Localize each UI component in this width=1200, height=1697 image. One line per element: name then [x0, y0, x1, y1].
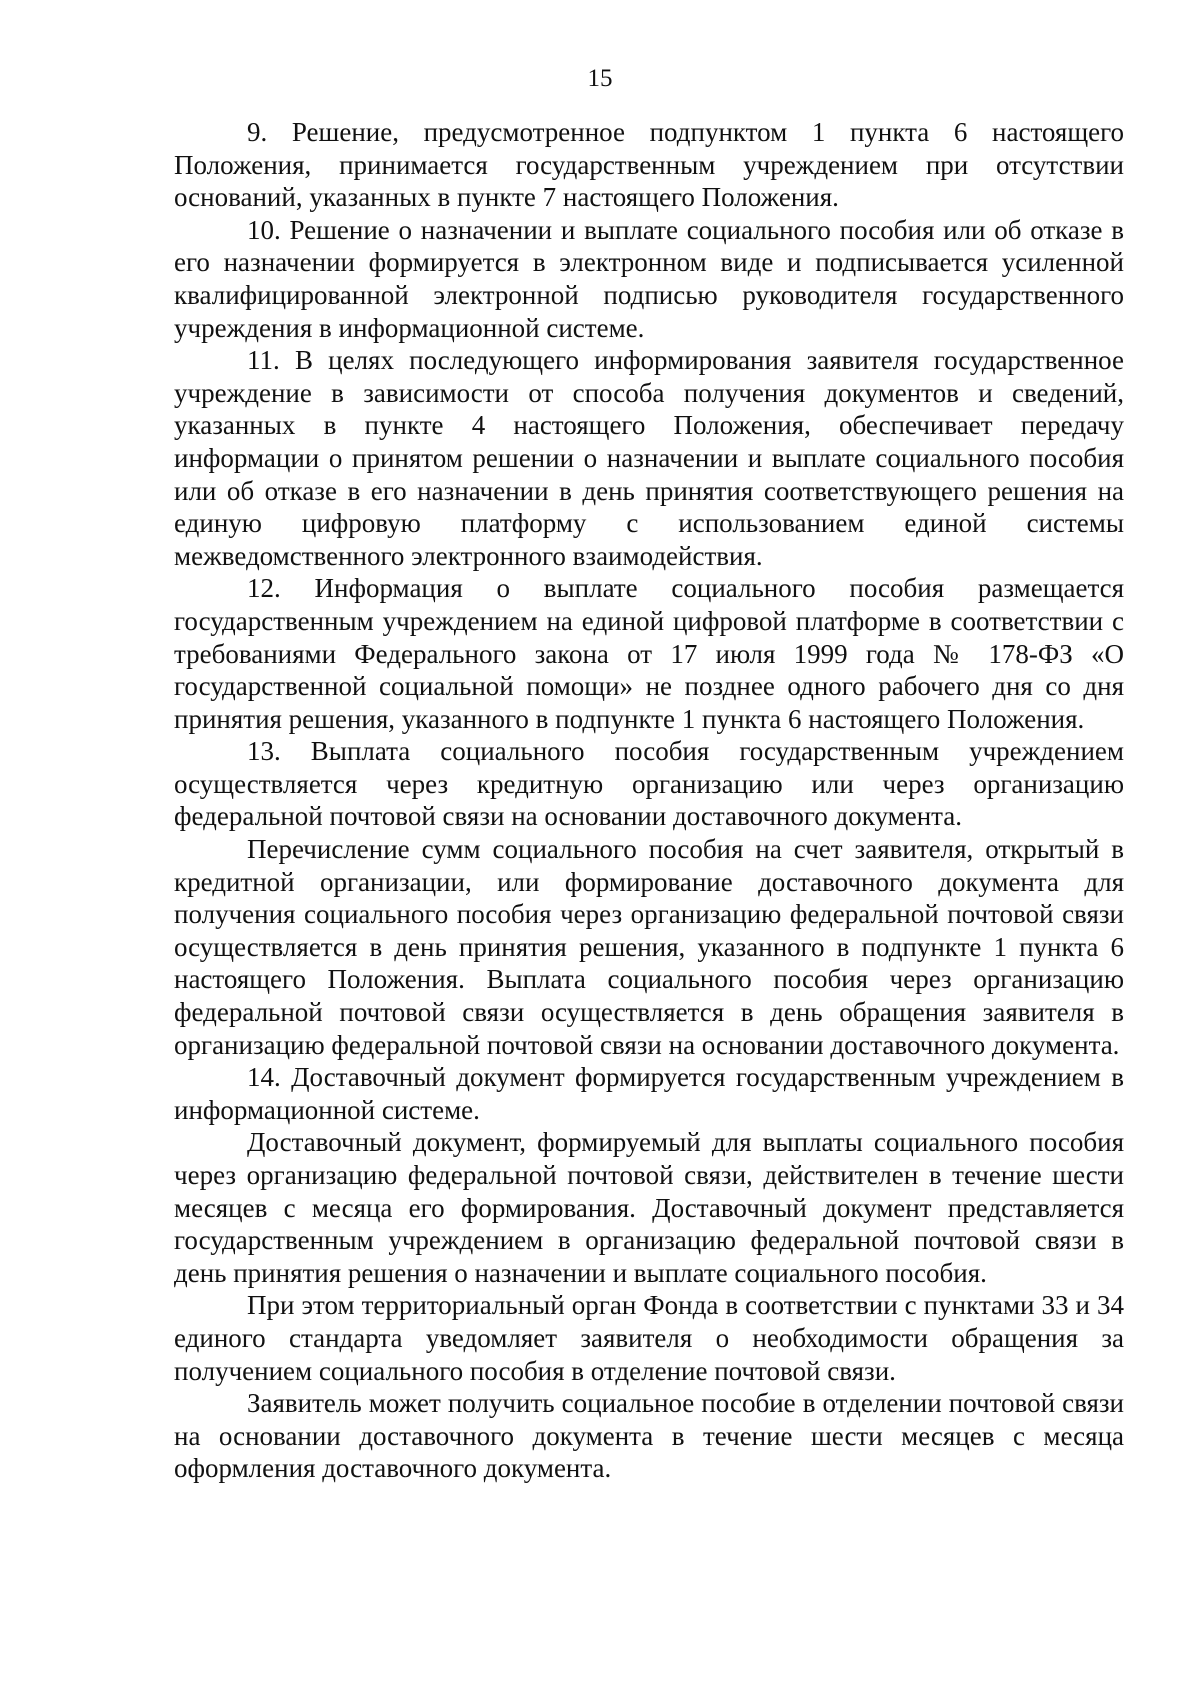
paragraph-13-continuation: Перечисление сумм социального пособия на счет заявителя, открытый в кредитной организации, или формирование доставочного документа для получения социального пособия через организацию федеральной почтовой связи осуществляется в день принятия решения, указанного в подпункте 1 пункта 6 настоящего Положения. Выплата социального пособия через организацию федеральной почтовой связи осуществляется в день обращения заявителя в организацию федеральной почтовой связи на основании доставочного документа.: [174, 834, 1124, 1060]
paragraph-9: 9. Решение, предусмотренное подпунктом 1 пункта 6 настоящего Положения, принимается государственным учреждением при отсутствии оснований, указанных в пункте 7 настоящего Положения.: [174, 117, 1124, 213]
paragraph-14-continuation-3: Заявитель может получить социальное пособие в отделении почтовой связи на основании доставочного документа в течение шести месяцев с месяца оформления доставочного документа.: [174, 1388, 1124, 1484]
document-body: [174, 116, 1124, 1485]
paragraph-14-continuation-1: Доставочный документ, формируемый для выплаты социального пособия через организацию федеральной почтовой связи, действителен в течение шести месяцев с месяца его формирования. Доставочный документ представляется государственным учреждением в организацию федеральной почтовой связи в день принятия решения о назначении и выплате социального пособия.: [174, 1127, 1124, 1288]
paragraph-12: 12. Информация о выплате социального пособия размещается государственным учреждением на единой цифровой платформе в соответствии с требованиями Федерального закона от 17 июля 1999 года № 178-ФЗ «О государственной социальной помощи» не позднее одного рабочего дня со дня принятия решения, указанного в подпункте 1 пункта 6 настоящего Положения.: [174, 573, 1124, 734]
paragraph-14-continuation-2: При этом территориальный орган Фонда в соответствии с пунктами 33 и 34 единого стандарта уведомляет заявителя о необходимости обращения за получением социального пособия в отделение почтовой связи.: [174, 1290, 1124, 1386]
paragraph-14: 14. Доставочный документ формируется государственным учреждением в информационной системе.: [174, 1062, 1124, 1125]
paragraph-11: 11. В целях последующего информирования заявителя государственное учреждение в зависимости от способа получения документов и сведений, указанных в пункте 4 настоящего Положения, обеспечивает передачу информации о принятом решении о назначении и выплате социального пособия или об отказе в его назначении в день принятия соответствующего решения на единую цифровую платформу с использованием единой системы межведомственного электронного взаимодействия.: [174, 345, 1124, 571]
paragraph-13: 13. Выплата социального пособия государственным учреждением осуществляется через кредитную организацию или через организацию федеральной почтовой связи на основании доставочного документа.: [174, 736, 1124, 832]
page-number: 15: [587, 65, 613, 92]
paragraph-10: 10. Решение о назначении и выплате социального пособия или об отказе в его назначении формируется в электронном виде и подписывается усиленной квалифицированной электронной подписью руководителя государственного учреждения в информационной системе.: [174, 214, 1124, 343]
